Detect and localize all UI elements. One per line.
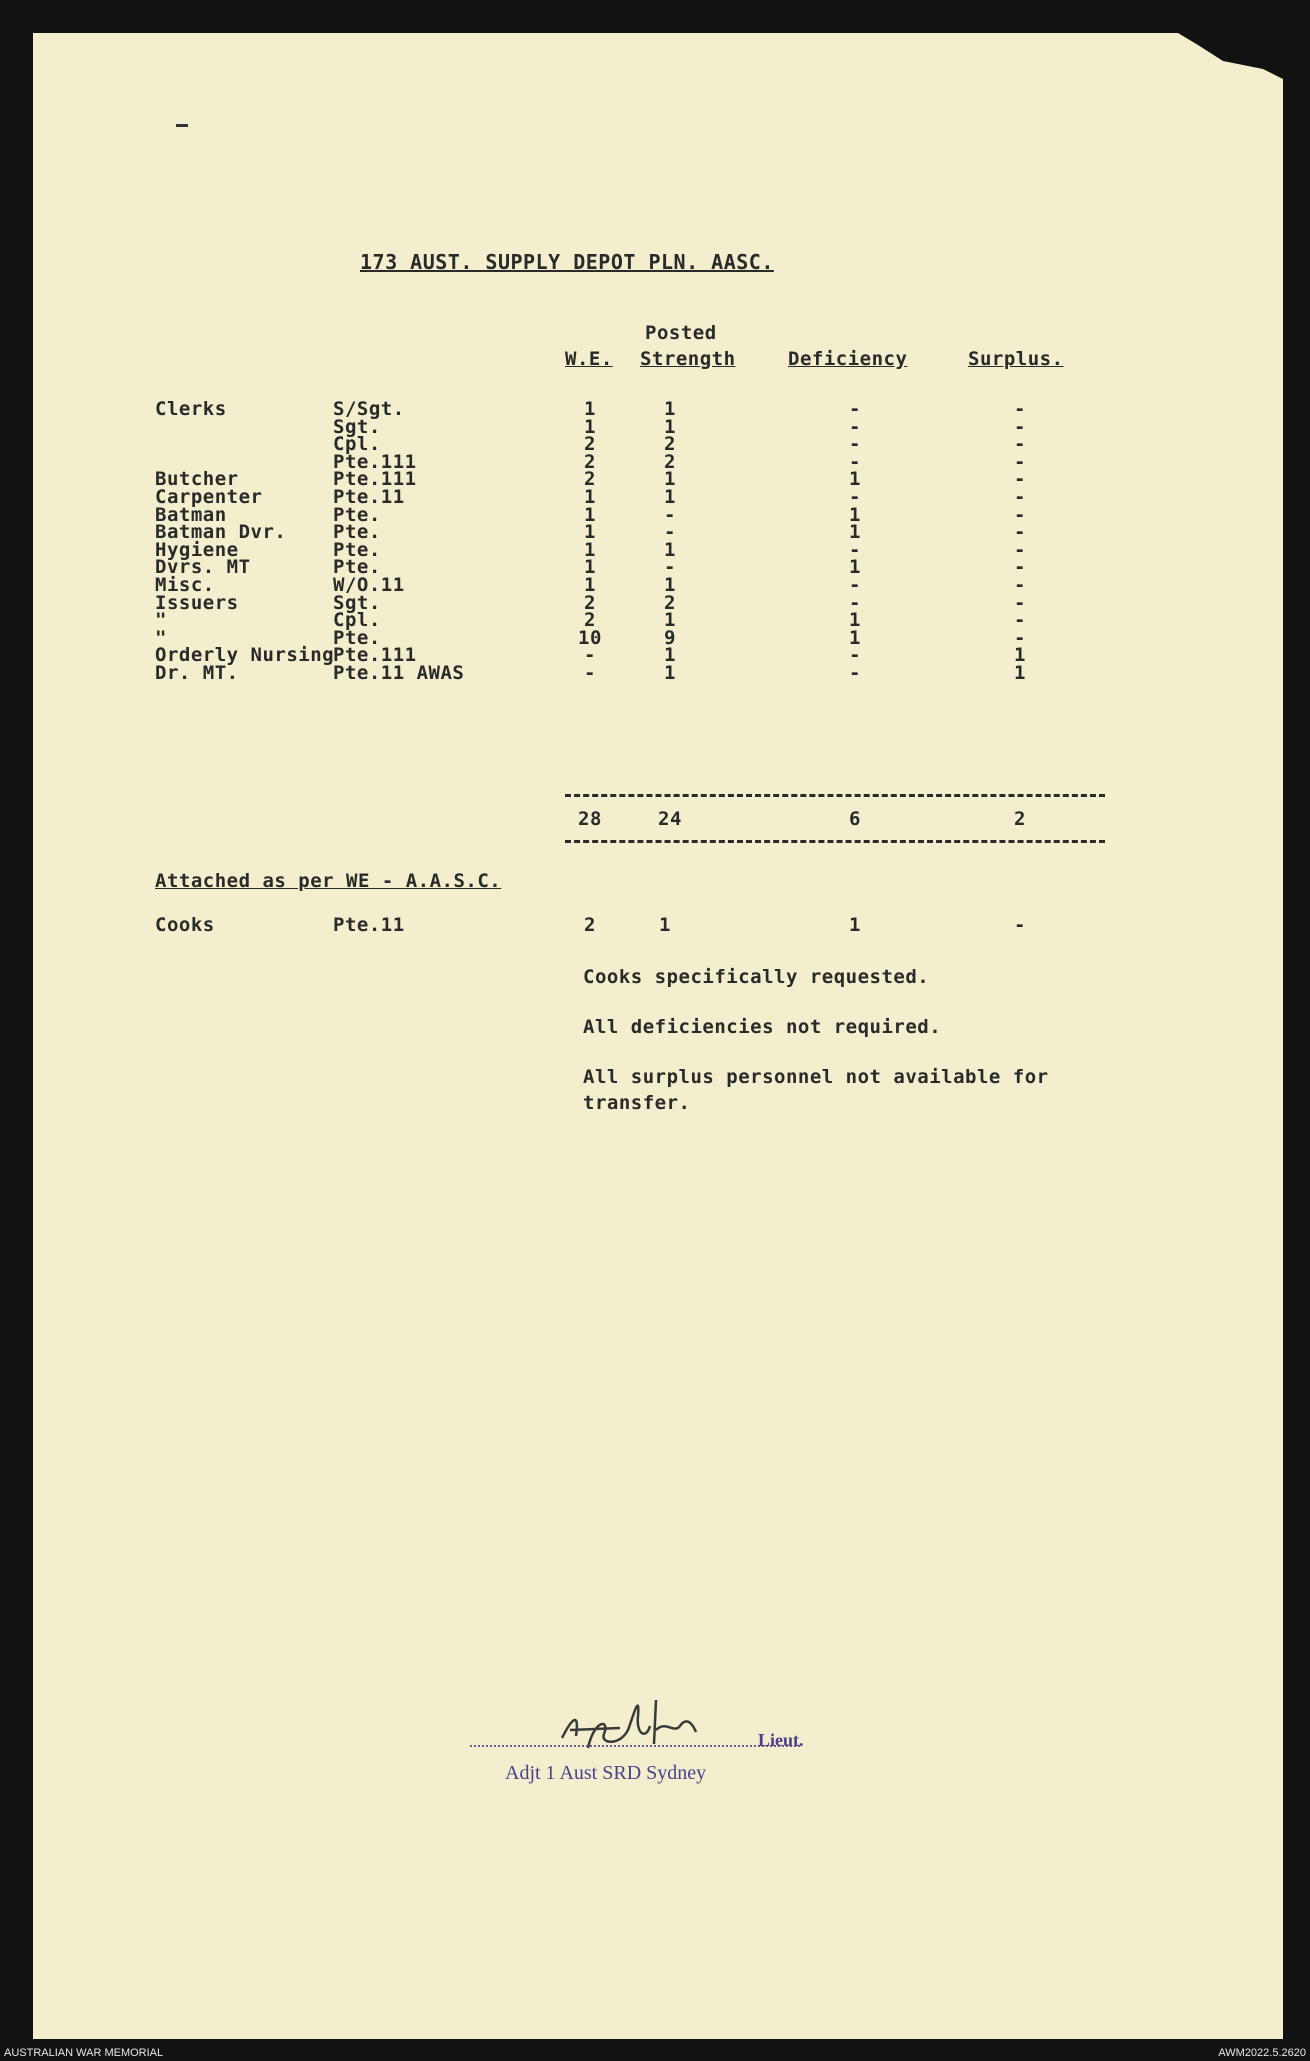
attached-heading: Attached as per WE - A.A.S.C.	[155, 870, 502, 892]
table-rank: W/O.11	[333, 574, 405, 596]
table-we: 1	[584, 574, 596, 596]
table-we: 2	[584, 450, 596, 473]
table-surplus: -	[1014, 503, 1026, 526]
header-surplus: Surplus.	[968, 348, 1064, 370]
table-trade: Orderly Nursing	[155, 644, 335, 667]
header-deficiency: Deficiency	[788, 348, 908, 370]
total-strength: 24	[658, 808, 682, 830]
table-we: 1	[584, 538, 596, 561]
stamp-adjt: Adjt 1 Aust SRD Sydney	[505, 1762, 707, 1784]
table-rank: Sgt.	[333, 591, 381, 614]
table-deficiency: 1	[849, 556, 861, 579]
signature-line	[470, 1745, 800, 1747]
table-deficiency: -	[849, 450, 861, 473]
table-rank: Sgt.	[333, 415, 381, 438]
table-strength: 1	[664, 644, 676, 667]
table-rank: Pte.	[333, 503, 381, 526]
table-trade: Clerks	[155, 398, 227, 420]
total-deficiency: 6	[849, 808, 861, 830]
table-deficiency: -	[849, 591, 861, 614]
table-trade: "	[155, 626, 167, 649]
table-rank: Pte.111	[333, 468, 417, 491]
table-surplus: -	[1014, 556, 1026, 579]
table-we: 1	[584, 415, 596, 438]
table-strength: 1	[664, 415, 676, 438]
table-surplus: -	[1014, 591, 1026, 614]
table-surplus: -	[1014, 626, 1026, 649]
table-deficiency: 1	[849, 468, 861, 491]
footer-source: AUSTRALIAN WAR MEMORIAL	[4, 2047, 164, 2059]
table-strength: 1	[664, 609, 676, 632]
table-strength: -	[664, 503, 676, 526]
table-rank: S/Sgt.	[333, 398, 405, 420]
table-trade: Issuers	[155, 591, 239, 614]
table-surplus: -	[1014, 450, 1026, 473]
table-rank: Pte.11	[333, 486, 405, 508]
table-surplus: -	[1014, 538, 1026, 561]
table-strength: 1	[664, 538, 676, 561]
table-we: 2	[584, 591, 596, 614]
footer-reference: AWM2022.5.2620	[1218, 2047, 1306, 2059]
table-surplus: -	[1014, 609, 1026, 632]
table-deficiency: 1	[849, 503, 861, 526]
table-strength: 1	[664, 574, 676, 596]
table-strength: 1	[664, 468, 676, 491]
header-we: W.E.	[565, 348, 613, 370]
table-we: -	[584, 662, 596, 684]
attached-deficiency: 1	[849, 914, 861, 936]
attached-strength: 1	[659, 914, 671, 936]
table-surplus: -	[1014, 433, 1026, 456]
table-deficiency: -	[849, 644, 861, 667]
attached-surplus: -	[1014, 914, 1026, 936]
table-strength: 2	[664, 591, 676, 614]
table-trade: Hygiene	[155, 538, 239, 561]
table-strength: -	[664, 521, 676, 544]
table-trade: Butcher	[155, 468, 239, 491]
table-deficiency: 1	[849, 521, 861, 544]
table-trade: Batman Dvr.	[155, 521, 287, 544]
table-rank: Pte.	[333, 626, 381, 649]
table-we: 10	[578, 626, 602, 649]
table-we: 2	[584, 609, 596, 632]
table-deficiency: -	[849, 433, 861, 456]
table-deficiency: -	[849, 662, 861, 684]
table-strength: -	[664, 556, 676, 579]
table-we: 1	[584, 486, 596, 508]
table-we: 2	[584, 433, 596, 456]
table-surplus: -	[1014, 574, 1026, 596]
table-deficiency: 1	[849, 626, 861, 649]
table-surplus: -	[1014, 486, 1026, 508]
table-rank: Pte.111	[333, 644, 417, 667]
table-surplus: -	[1014, 415, 1026, 438]
table-surplus: 1	[1014, 644, 1026, 667]
table-trade: Misc.	[155, 574, 215, 596]
total-surplus: 2	[1014, 808, 1026, 830]
table-rank: Pte.	[333, 538, 381, 561]
table-surplus: 1	[1014, 662, 1026, 684]
table-deficiency: 1	[849, 609, 861, 632]
table-trade: Dr. MT.	[155, 662, 239, 684]
attached-trade: Cooks	[155, 914, 215, 936]
ink-mark	[176, 124, 188, 127]
table-rank: Pte.	[333, 521, 381, 544]
table-rank: Cpl.	[333, 433, 381, 456]
table-strength: 1	[664, 398, 676, 420]
table-surplus: -	[1014, 398, 1026, 420]
table-trade: Carpenter	[155, 486, 263, 508]
note-surplus: All surplus personnel not available for	[583, 1066, 1049, 1088]
table-strength: 9	[664, 626, 676, 649]
table-deficiency: -	[849, 538, 861, 561]
total-rule-top	[565, 794, 1105, 797]
table-rank: Pte.111	[333, 450, 417, 473]
total-rule-bottom	[565, 840, 1105, 843]
table-deficiency: -	[849, 415, 861, 438]
table-deficiency: -	[849, 486, 861, 508]
note-surplus-cont: transfer.	[583, 1092, 691, 1114]
table-rank: Cpl.	[333, 609, 381, 632]
table-strength: 2	[664, 450, 676, 473]
table-strength: 2	[664, 433, 676, 456]
total-we: 28	[578, 808, 602, 830]
table-deficiency: -	[849, 574, 861, 596]
table-surplus: -	[1014, 521, 1026, 544]
table-trade: "	[155, 609, 167, 632]
table-we: 1	[584, 556, 596, 579]
table-we: 1	[584, 398, 596, 420]
table-deficiency: -	[849, 398, 861, 420]
note-deficiencies: All deficiencies not required.	[583, 1016, 942, 1038]
attached-we: 2	[584, 914, 596, 936]
table-we: 2	[584, 468, 596, 491]
note-cooks: Cooks specifically requested.	[583, 966, 930, 988]
table-rank: Pte.	[333, 556, 381, 579]
table-we: 1	[584, 503, 596, 526]
document-title: 173 AUST. SUPPLY DEPOT PLN. AASC.	[360, 250, 774, 274]
table-surplus: -	[1014, 468, 1026, 491]
table-we: 1	[584, 521, 596, 544]
attached-rank: Pte.11	[333, 914, 405, 936]
table-we: -	[584, 644, 596, 667]
header-posted: Posted	[645, 322, 717, 344]
table-rank: Pte.11 AWAS	[333, 662, 465, 684]
table-trade: Batman	[155, 503, 227, 526]
table-trade: Dvrs. MT	[155, 556, 251, 579]
table-strength: 1	[664, 662, 676, 684]
table-strength: 1	[664, 486, 676, 508]
stamp-lieut: Lieut.	[758, 1730, 804, 1750]
header-strength: Strength	[640, 348, 736, 370]
